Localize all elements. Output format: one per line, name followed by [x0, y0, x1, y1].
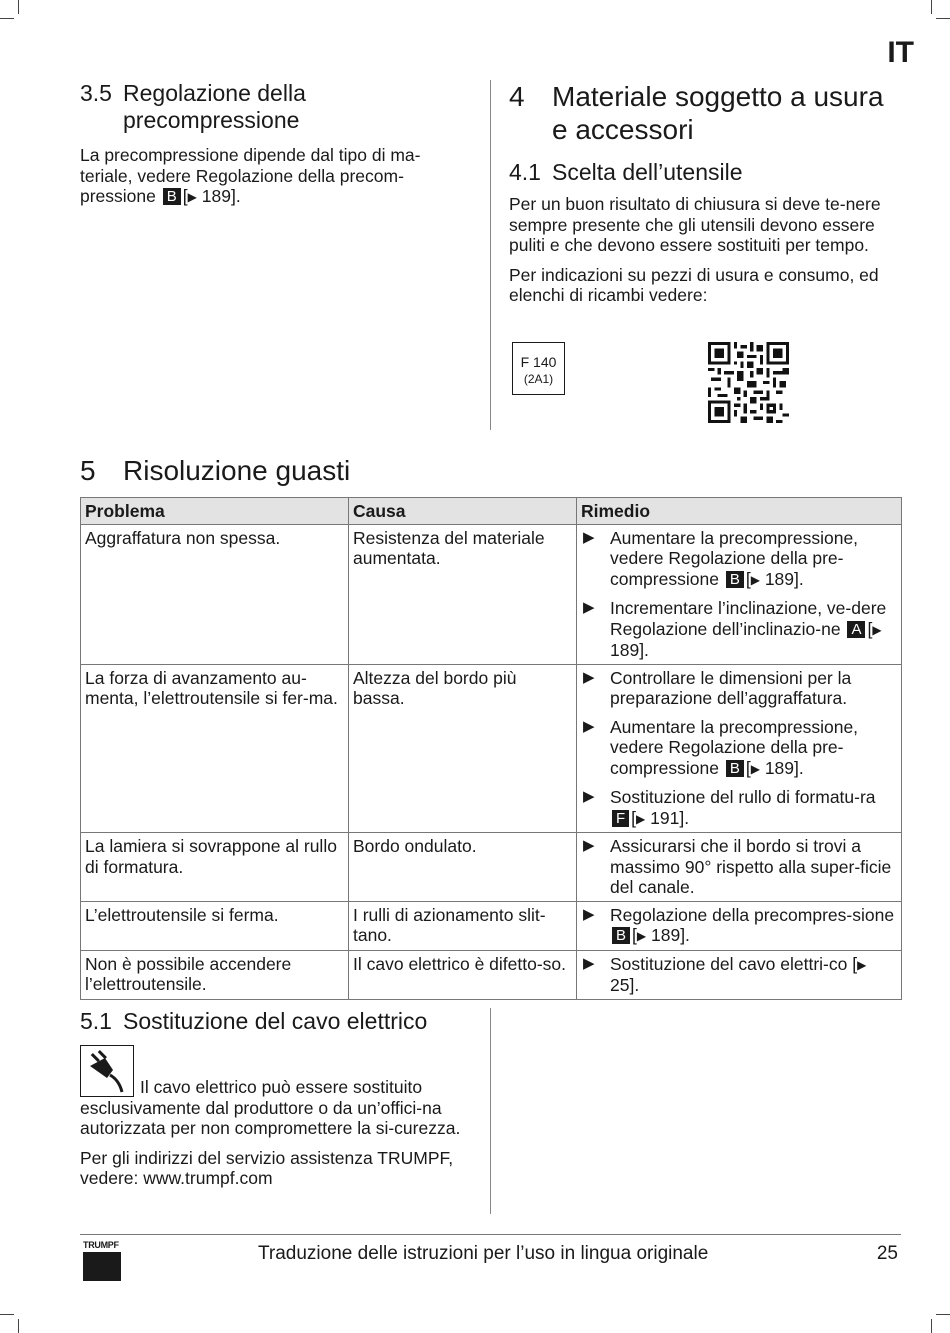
heading-5-1 — [80, 1008, 465, 1035]
triangle-icon: ▶ — [187, 190, 197, 204]
remedy-label: Sostituzione del rullo di formatu-ra — [610, 787, 876, 807]
paragraph: Per indicazioni su pezzi di usura e consumo, ed elenchi di ricambi vedere: — [509, 264, 879, 305]
page-number: 25 — [876, 1243, 898, 1264]
problem-cell: La lamiera si sovrappone al rullo di formatura. — [81, 833, 349, 902]
heading-text — [123, 80, 306, 134]
section-5-1 — [80, 1008, 465, 1189]
heading-text: Risoluzione guasti — [123, 455, 351, 486]
crop-mark — [931, 0, 932, 14]
problem-cell: La forza di avanzamento au-menta, l’elettroutensile si fer-ma. — [81, 664, 349, 833]
remedy-text: Aumentare la precompressione, vedere Regolazione della pre-compressione B [▶ 189]. — [610, 527, 859, 589]
page-ref[interactable]: 25]. — [610, 975, 640, 995]
section-number: 5.1 — [80, 1008, 112, 1034]
remedy-label: Controllare le dimensioni per la preparazione dell’aggraffatura. — [610, 667, 852, 708]
paragraph-text: La precompressione dipende dal tipo di ma-teriale, vedere Regolazione della precom-pressione — [80, 145, 421, 206]
remedy-item — [581, 717, 897, 780]
column-header: Causa — [349, 498, 577, 525]
triangle-icon: ▶ — [750, 572, 760, 587]
remedy-label: Regolazione della precompres-sione — [610, 904, 895, 925]
page-ref[interactable]: 189]. — [610, 640, 649, 660]
bullet-triangle-icon: ▶ — [583, 528, 595, 546]
spare-part-subcode: (2A1) — [523, 372, 554, 386]
bullet-triangle-icon: ▶ — [583, 668, 595, 686]
page-ref[interactable]: 189]. — [651, 925, 690, 945]
bullet-triangle-icon: ▶ — [583, 905, 595, 923]
qr-code-icon[interactable] — [708, 342, 789, 423]
paragraph: Per gli indirizzi del servizio assistenza TRUMPF, vedere: www.trumpf.com — [80, 1147, 454, 1188]
crop-mark — [931, 1319, 932, 1333]
remedy-item — [581, 787, 897, 829]
bullet-triangle-icon: ▶ — [583, 837, 595, 854]
chip-label: B — [612, 927, 630, 944]
plug-icon — [80, 1045, 134, 1097]
triangle-icon: ▶ — [636, 811, 646, 826]
page-ref[interactable]: 191]. — [650, 807, 690, 828]
remedy-label: Aumentare la precompressione, vedere Regolazione della pre-compressione — [610, 716, 859, 778]
remedy-item — [581, 905, 897, 947]
remedy-text: Regolazione della precompres-sione B [▶ 189]. — [610, 904, 895, 945]
remedy-cell — [577, 901, 902, 950]
section-4 — [509, 80, 901, 306]
heading-text: Scelta dell’utensile — [552, 159, 743, 185]
paragraph: La precompressione dipende dal tipo di ma-teriale, vedere Regolazione della precom-pressione B [▶ 189]. — [80, 145, 421, 206]
remedy-text: Incrementare l’inclinazione, ve-dere Regolazione dell’inclinazio-ne A [▶ 189]. — [610, 598, 887, 660]
problem-cell: Non è possibile accendere l’elettroutensile. — [81, 950, 349, 999]
problem-cell: L’elettroutensile si ferma. — [81, 901, 349, 950]
remedy-item — [581, 836, 897, 898]
remedy-item — [581, 954, 897, 996]
page-ref[interactable]: 189]. — [201, 186, 241, 206]
chip-label: B — [163, 188, 181, 205]
remedy-text: Sostituzione del rullo di formatu-ra F [▶ 191]. — [610, 787, 876, 828]
chip-label: B — [726, 760, 744, 777]
heading-line: precompressione — [123, 107, 300, 133]
remedy-item — [581, 668, 897, 709]
table-row — [81, 664, 902, 833]
paragraph: Il cavo elettrico può essere sostituito esclusivamente dal produttore o da un’offici-na autorizzata per non compromettere la si-curezza. — [80, 1077, 461, 1138]
remedy-label: Assicurarsi che il bordo si trovi a massimo 90° rispetto alla super-ficie del canale. — [610, 836, 892, 897]
table-row — [81, 833, 902, 902]
crop-mark — [936, 18, 950, 19]
remedy-label: Incrementare l’inclinazione, ve-dere Regolazione dell’inclinazio-ne — [610, 598, 887, 639]
triangle-icon: ▶ — [872, 622, 882, 637]
heading-4-1 — [509, 159, 901, 186]
heading-5 — [80, 454, 350, 487]
table-header-row — [81, 498, 902, 525]
brand-logo-block — [83, 1252, 121, 1281]
remedy-cell — [577, 833, 902, 902]
cause-cell: Altezza del bordo più bassa. — [349, 664, 577, 833]
column-divider — [490, 1008, 491, 1214]
bullet-triangle-icon: ▶ — [583, 717, 595, 735]
heading-line: Materiale soggetto a usura — [552, 81, 884, 112]
triangle-icon: ▶ — [857, 957, 867, 972]
column-header: Rimedio — [577, 498, 902, 525]
chip-label: B — [726, 571, 744, 588]
language-marker: IT — [887, 36, 914, 69]
chip-label: A — [847, 621, 865, 638]
remedy-item — [581, 598, 897, 661]
section-number: 4.1 — [509, 159, 541, 185]
section-number: 5 — [80, 455, 96, 486]
remedy-cell — [577, 664, 902, 833]
heading-line: e accessori — [552, 114, 694, 145]
remedy-label: Aumentare la precompressione, vedere Regolazione della pre-compressione — [610, 527, 859, 589]
spare-part-code: F 140 — [520, 354, 557, 370]
cause-cell: Resistenza del materiale aumentata. — [349, 524, 577, 664]
column-header: Problema — [81, 498, 349, 525]
remedy-cell — [577, 950, 902, 999]
page-ref[interactable]: 189]. — [764, 568, 804, 589]
table-row — [81, 901, 902, 950]
table-row — [81, 950, 902, 999]
heading-line: Regolazione della — [123, 80, 306, 106]
crop-mark — [936, 1314, 950, 1315]
spare-part-box — [512, 342, 565, 395]
heading-3-5 — [80, 80, 465, 134]
cause-cell: I rulli di azionamento slit-tano. — [349, 901, 577, 950]
remedy-label: Sostituzione del cavo elettri-co — [610, 953, 848, 974]
heading-text: Sostituzione del cavo elettrico — [123, 1008, 428, 1034]
bullet-triangle-icon: ▶ — [583, 954, 595, 972]
crop-mark — [0, 18, 14, 19]
remedy-text: Aumentare la precompressione, vedere Regolazione della pre-compressione B [▶ 189]. — [610, 716, 859, 778]
heading-text — [552, 80, 884, 146]
section-3-5 — [80, 80, 465, 208]
remedy-cell — [577, 524, 902, 664]
bullet-triangle-icon: ▶ — [583, 599, 595, 616]
heading-4 — [509, 80, 901, 146]
crop-mark — [0, 1314, 14, 1315]
paragraph: Per un buon risultato di chiusura si deve te-nere sempre presente che gli utensili devono essere puliti e che devono essere sostituiti per tempo. — [509, 194, 881, 255]
remedy-item — [581, 528, 897, 591]
footer-rule — [80, 1234, 901, 1235]
footer-caption: Traduzione delle istruzioni per l’uso in lingua originale — [258, 1243, 709, 1264]
cause-cell: Bordo ondulato. — [349, 833, 577, 902]
column-divider — [490, 80, 491, 430]
cause-cell: Il cavo elettrico è difetto-so. — [349, 950, 577, 999]
brand-logo-text: TRUMPF — [83, 1240, 119, 1250]
bullet-triangle-icon: ▶ — [583, 788, 595, 805]
chip-label: F — [612, 810, 629, 827]
page-ref[interactable]: 189]. — [764, 757, 804, 778]
notice-block — [80, 1045, 465, 1139]
section-number: 3.5 — [80, 80, 112, 106]
section-number: 4 — [509, 81, 525, 112]
problem-cell: Aggraffatura non spessa. — [81, 524, 349, 664]
crop-mark — [18, 0, 19, 14]
table-row — [81, 524, 902, 664]
triangle-icon: ▶ — [636, 929, 647, 943]
remedy-text: Sostituzione del cavo elettri-co [▶ 25]. — [610, 953, 867, 995]
troubleshooting-table — [80, 497, 902, 1000]
triangle-icon: ▶ — [750, 761, 760, 776]
crop-mark — [18, 1319, 19, 1333]
